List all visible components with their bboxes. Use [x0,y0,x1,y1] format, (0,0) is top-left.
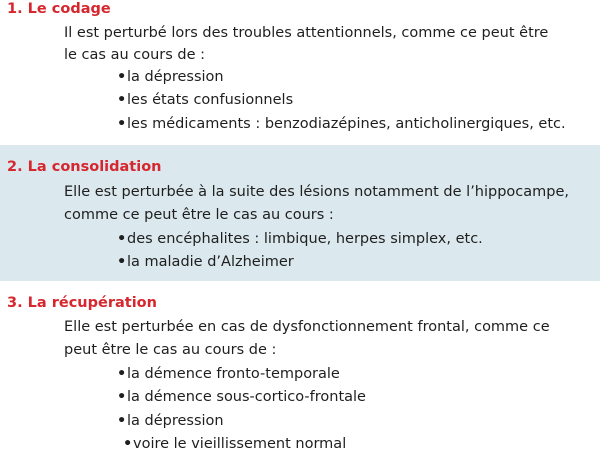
section-recuperation [0,281,600,452]
bullet-item [117,388,366,406]
bullet-item [117,115,566,133]
bullet-item [123,435,346,452]
bullet-text: la démence fronto-temporale [127,366,340,382]
bullet-icon: • [117,366,127,382]
bullet-text: la dépression [127,413,224,429]
bullet-icon: • [117,389,127,405]
section-text-line: peut être le cas au cours de : [64,342,277,358]
bullet-text: la dépression [127,69,224,85]
bullet-text: voire le vieillissement normal [133,436,347,452]
section-title: 2. La consolidation [7,159,162,175]
section-text-line: Elle est perturbée à la suite des lésions notamment de l’hippocampe, [64,184,570,200]
section-title: 1. Le codage [7,1,111,17]
bullet-item [117,365,340,383]
bullet-icon: • [117,92,127,108]
bullet-item [117,230,483,248]
section-text-line: Il est perturbé lors des troubles attentionnels, comme ce peut être [64,25,549,41]
bullet-icon: • [123,436,133,452]
section-title: 3. La récupération [7,295,157,311]
section-text-line: Elle est perturbée en cas de dysfonctionnement frontal, comme ce [64,319,550,335]
section-consolidation [0,145,600,281]
bullet-text: des encéphalites : limbique, herpes simplex, etc. [127,231,483,247]
bullet-item [117,91,293,109]
bullet-text: les états confusionnels [127,92,294,108]
bullet-icon: • [117,69,127,85]
section-text-line: comme ce peut être le cas au cours : [64,207,334,223]
section-codage [0,0,600,145]
bullet-icon: • [117,254,127,270]
bullet-text: la démence sous-cortico-frontale [127,389,366,405]
section-text-line: le cas au cours de : [64,47,206,63]
bullet-item [117,412,224,430]
bullet-text: les médicaments : benzodiazépines, anticholinergiques, etc. [127,116,566,132]
bullet-icon: • [117,116,127,132]
bullet-item [117,68,224,86]
bullet-item [117,253,294,271]
bullet-icon: • [117,413,127,429]
bullet-text: la maladie d’Alzheimer [127,254,294,270]
bullet-icon: • [117,231,127,247]
